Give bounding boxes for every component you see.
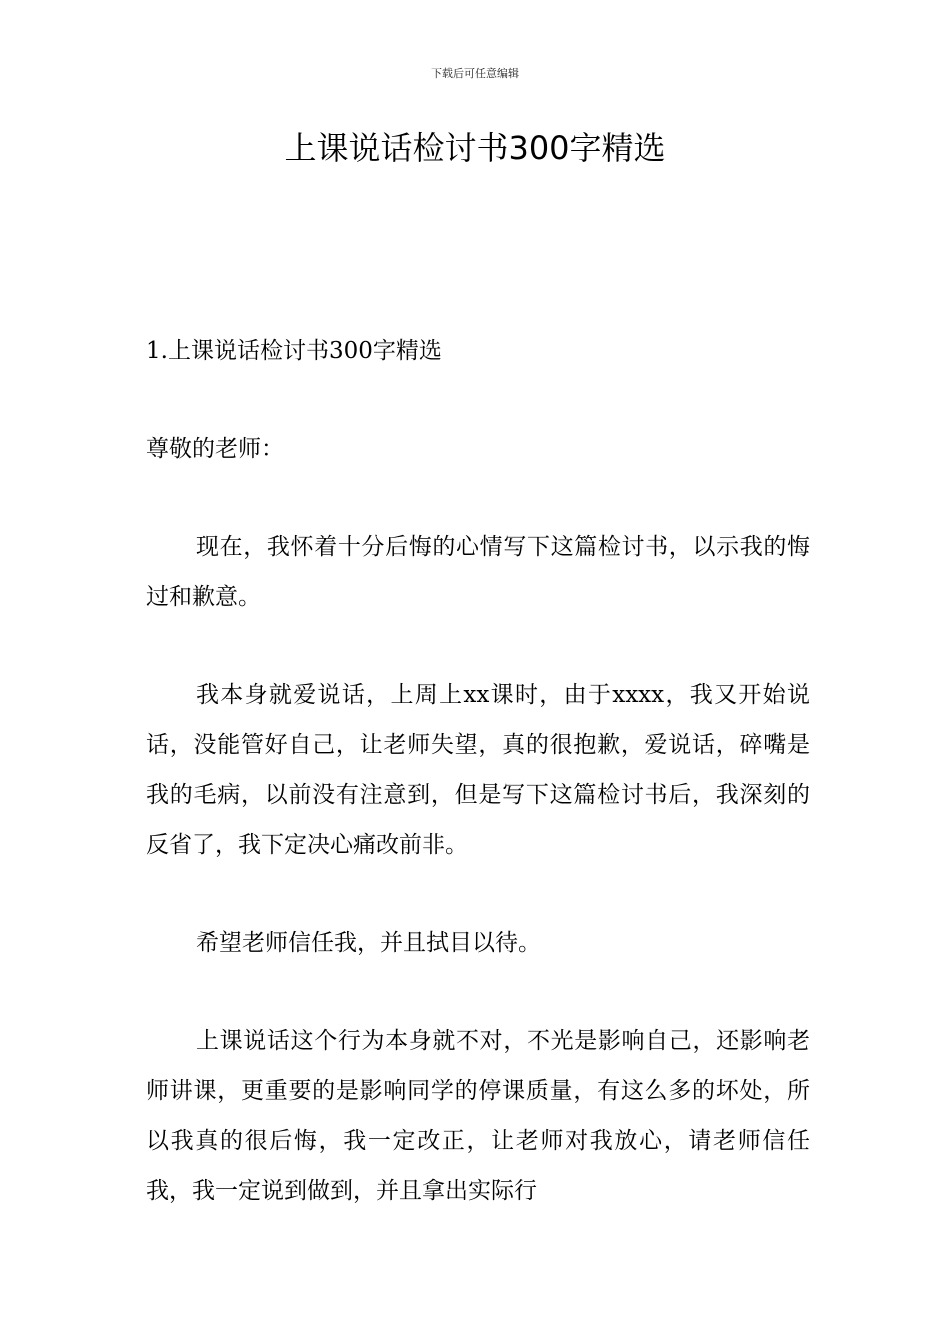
paragraph-3: 希望老师信任我，并且拭目以待。 <box>196 930 541 956</box>
document-body <box>146 326 810 1216</box>
header-note: 下载后可任意编辑 <box>431 67 519 80</box>
paragraph-1: 现在，我怀着十分后悔的心情写下这篇检讨书，以示我的悔过和歉意。 <box>146 534 810 610</box>
document-title: 上课说话检讨书300字精选 <box>284 129 666 167</box>
paragraph-2: 我本身就爱说话，上周上xx课时，由于xxxx，我又开始说话，没能管好自己，让老师失望，真的很抱歉，爱说话，碎嘴是我的毛病，以前没有注意到，但是写下这篇检讨书后，我深刻的反省了，我下定决心痛改前非。 <box>146 682 810 858</box>
section-heading: 1.上课说话检讨书300字精选 <box>146 338 442 364</box>
paragraph-4: 上课说话这个行为本身就不对，不光是影响自己，还影响老师讲课，更重要的是影响同学的停课质量，有这么多的坏处，所以我真的很后悔，我一定改正，让老师对我放心，请老师信任我，我一定说到做到，并且拿出实际行 <box>146 1028 810 1204</box>
salutation: 尊敬的老师： <box>146 436 284 462</box>
